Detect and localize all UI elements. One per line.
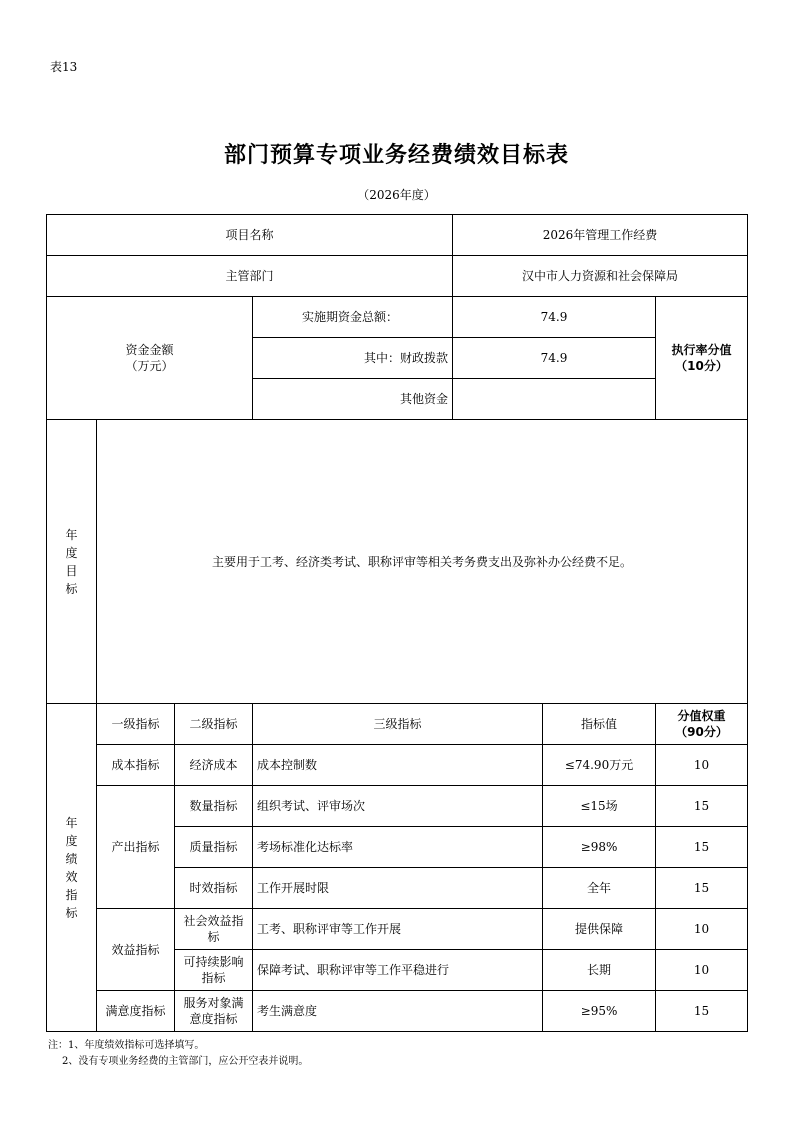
table-row (47, 786, 748, 827)
weight-cell: 10 (656, 909, 748, 950)
footnote-1: 注：1、年度绩效指标可选择填写。 (48, 1040, 205, 1051)
funds-other-label: 其他资金 (253, 379, 453, 420)
header-level2: 二级指标 (175, 704, 253, 745)
level2-cell: 社会效益指标 (175, 909, 253, 950)
footnote-2: 2、没有专项业务经费的主管部门，应公开空表并说明。 (62, 1056, 309, 1067)
header-level3: 三级指标 (253, 704, 543, 745)
weight-cell: 15 (656, 827, 748, 868)
level2-cell: 经济成本 (175, 745, 253, 786)
table-row (47, 991, 748, 1032)
weight-cell: 10 (656, 950, 748, 991)
funds-total-label: 实施期资金总额： (253, 297, 453, 338)
value-cell: 长期 (543, 950, 656, 991)
level2-cell: 数量指标 (175, 786, 253, 827)
annual-goal-label-cell (47, 420, 97, 704)
level3-cell: 考生满意度 (253, 991, 543, 1032)
weight-cell: 15 (656, 991, 748, 1032)
header-weight: 分值权重 （90分） (656, 704, 748, 745)
indicators-label: 年度绩效指标 (65, 815, 78, 920)
value-cell: ≥95% (543, 991, 656, 1032)
weight-cell: 10 (656, 745, 748, 786)
level2-cell: 服务对象满意度指标 (175, 991, 253, 1032)
funds-fiscal-value: 74.9 (453, 338, 656, 379)
funds-total-value: 74.9 (453, 297, 656, 338)
department-row (47, 256, 748, 297)
value-cell: ≤74.90万元 (543, 745, 656, 786)
project-name-value: 2026年管理工作经费 (453, 215, 748, 256)
funds-total-row (47, 297, 748, 338)
group-cost: 成本指标 (97, 745, 175, 786)
level3-cell: 考场标准化达标率 (253, 827, 543, 868)
weight-cell: 15 (656, 868, 748, 909)
level3-cell: 组织考试、评审场次 (253, 786, 543, 827)
group-output: 产出指标 (97, 786, 175, 909)
funds-fiscal-label: 其中：财政拨款 (253, 338, 453, 379)
annual-goal-label: 年度目标 (65, 527, 78, 596)
level3-cell: 保障考试、职称评审等工作平稳进行 (253, 950, 543, 991)
funds-label: 资金金额 （万元） (47, 297, 253, 420)
department-value: 汉中市人力资源和社会保障局 (453, 256, 748, 297)
indicators-label-cell (47, 704, 97, 1032)
project-name-label: 项目名称 (47, 215, 453, 256)
level2-cell: 时效指标 (175, 868, 253, 909)
table-number: 表13 (50, 60, 78, 74)
annual-goal-text: 主要用于工考、经济类考试、职称评审等相关考务费支出及弥补办公经费不足。 (97, 420, 748, 704)
level3-cell: 工作开展时限 (253, 868, 543, 909)
header-value: 指标值 (543, 704, 656, 745)
page-title: 部门预算专项业务经费绩效目标表 (223, 143, 569, 168)
level2-cell: 可持续影响指标 (175, 950, 253, 991)
level3-cell: 工考、职称评审等工作开展 (253, 909, 543, 950)
funds-other-value (453, 379, 656, 420)
fiscal-year: （2026年度） (357, 188, 436, 202)
weight-cell: 15 (656, 786, 748, 827)
header-level1: 一级指标 (97, 704, 175, 745)
annual-goal-row (47, 420, 748, 704)
execution-rate-score: 执行率分值 （10分） (656, 297, 748, 420)
department-label: 主管部门 (47, 256, 453, 297)
table-row (47, 745, 748, 786)
value-cell: ≤15场 (543, 786, 656, 827)
value-cell: 提供保障 (543, 909, 656, 950)
value-cell: 全年 (543, 868, 656, 909)
value-cell: ≥98% (543, 827, 656, 868)
performance-goal-table (46, 214, 748, 1032)
table-row (47, 909, 748, 950)
project-name-row (47, 215, 748, 256)
group-benefit: 效益指标 (97, 909, 175, 991)
indicators-header-row (47, 704, 748, 745)
level2-cell: 质量指标 (175, 827, 253, 868)
group-satisfaction: 满意度指标 (97, 991, 175, 1032)
level3-cell: 成本控制数 (253, 745, 543, 786)
